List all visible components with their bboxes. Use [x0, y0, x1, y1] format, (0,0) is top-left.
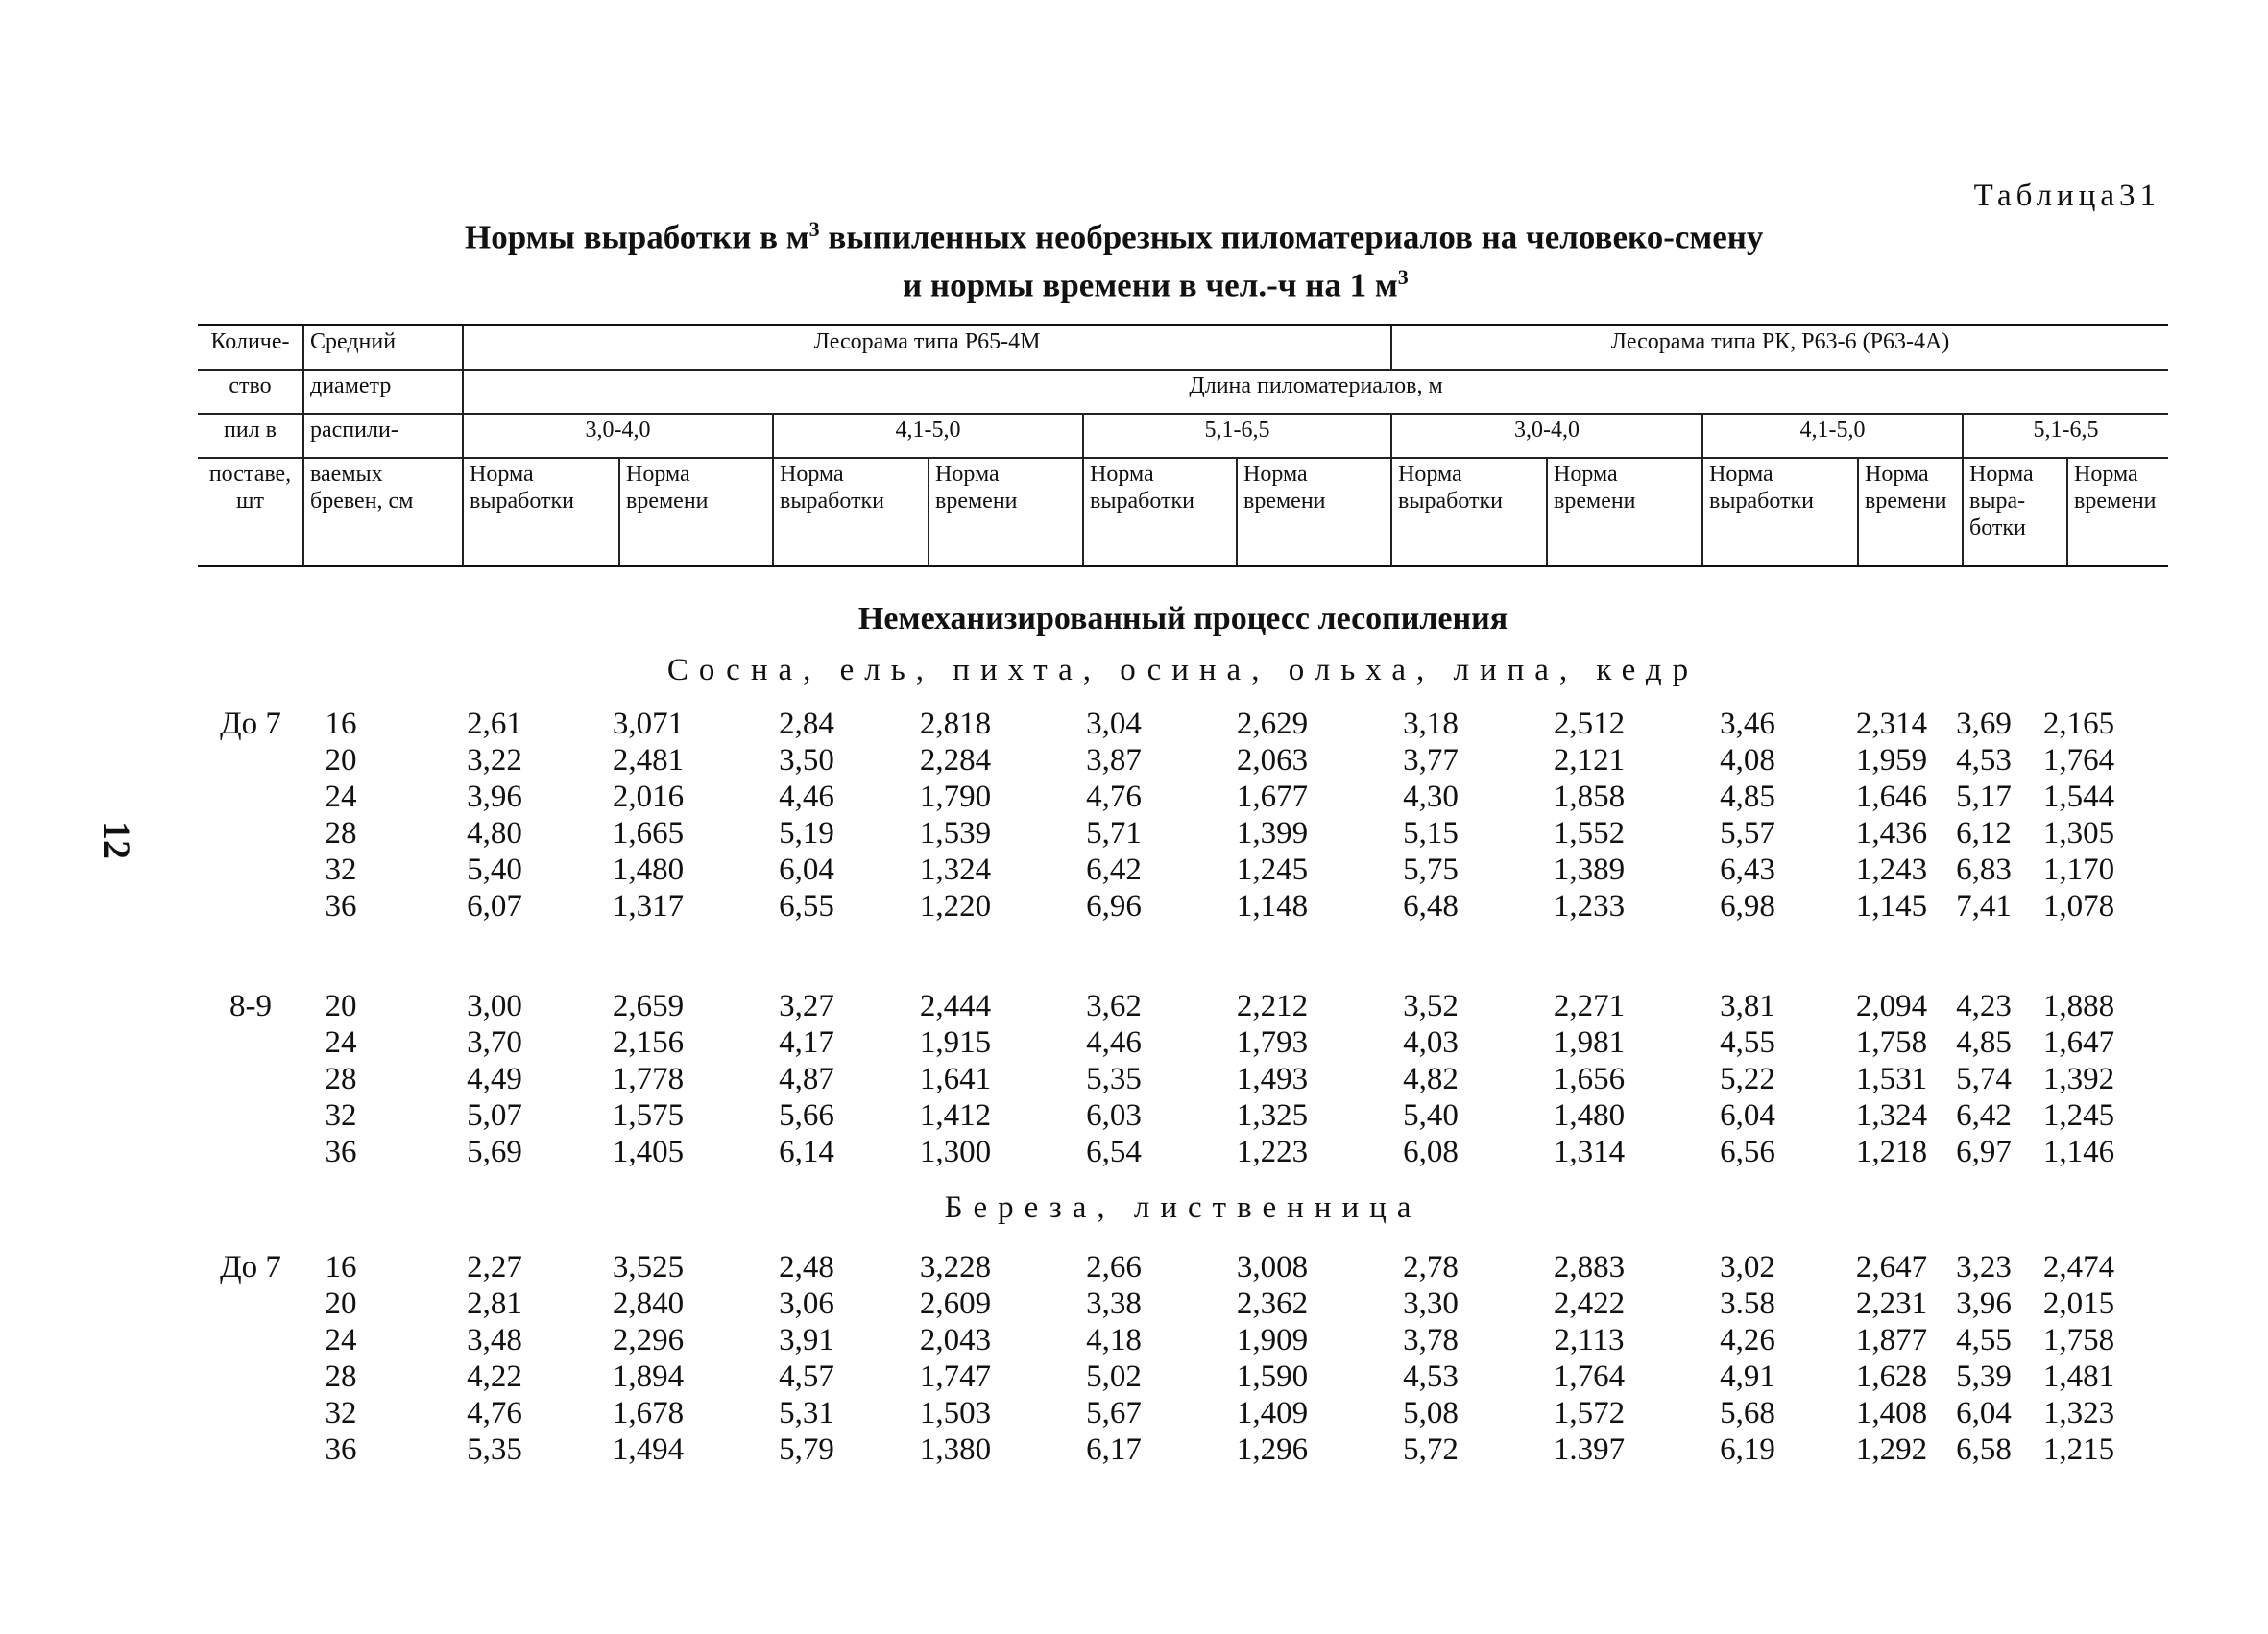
- value-cell: 3,52: [1403, 989, 1459, 1023]
- value-cell: 1,145: [1855, 889, 1928, 924]
- value-cell: 1,572: [1553, 1396, 1626, 1430]
- value-cell: 1,790: [919, 780, 992, 814]
- value-cell: 5,19: [779, 816, 834, 851]
- data-group-2: [198, 989, 2168, 1171]
- value-cell: 1,245: [1236, 853, 1309, 887]
- value-cell: 6,19: [1720, 1432, 1775, 1467]
- value-cell: 1,677: [1236, 780, 1309, 814]
- value-cell: 4,46: [1086, 1025, 1142, 1060]
- value-cell: 1,480: [612, 853, 685, 887]
- header-col2-line3: распили-: [303, 414, 463, 458]
- table-row: [198, 707, 2168, 743]
- value-cell: 1,481: [2042, 1359, 2115, 1394]
- value-cell: 1,894: [612, 1359, 685, 1394]
- value-cell: 2,818: [919, 707, 992, 741]
- value-cell: 1,325: [1236, 1098, 1309, 1133]
- header-range: 5,1-6,5: [1963, 414, 2168, 458]
- value-cell: 4,85: [1956, 1025, 2012, 1060]
- value-cell: 3.58: [1720, 1286, 1775, 1321]
- value-cell: 2,512: [1553, 707, 1626, 741]
- table-row: [198, 1135, 2168, 1171]
- diameter-cell: 28: [325, 1359, 357, 1394]
- header-range: 3,0-4,0: [463, 414, 773, 458]
- value-cell: 3,02: [1720, 1250, 1775, 1285]
- value-cell: 4,55: [1720, 1025, 1775, 1060]
- header-saw-type-2: Лесорама типа РК, Р63-6 (Р63-4А): [1391, 325, 2168, 371]
- table-row: [198, 816, 2168, 853]
- page-number: 12: [95, 821, 138, 859]
- value-cell: 3,22: [467, 743, 522, 778]
- value-cell: 1,408: [1855, 1396, 1928, 1430]
- value-cell: 4,82: [1403, 1062, 1459, 1096]
- diameter-cell: 28: [325, 1062, 357, 1096]
- value-cell: 4,23: [1956, 989, 2012, 1023]
- value-cell: 1.397: [1553, 1432, 1626, 1467]
- value-cell: 3,77: [1403, 743, 1459, 778]
- value-cell: 4,76: [467, 1396, 522, 1430]
- value-cell: 1,148: [1236, 889, 1309, 924]
- value-cell: 1,296: [1236, 1432, 1309, 1467]
- diameter-cell: 28: [325, 816, 357, 851]
- value-cell: 1,223: [1236, 1135, 1309, 1169]
- header-col2-line1: Средний: [303, 325, 463, 371]
- header-col1-line4: поставе, шт: [198, 458, 303, 565]
- header-range: 5,1-6,5: [1083, 414, 1391, 458]
- value-cell: 2,296: [612, 1323, 685, 1358]
- table-row: [198, 1323, 2168, 1359]
- header-col2-line2: диаметр: [303, 370, 463, 414]
- value-cell: 5,66: [779, 1098, 834, 1133]
- value-cell: 3,071: [612, 707, 685, 741]
- header-norm: Норма выра-ботки: [1963, 458, 2067, 565]
- value-cell: 5,40: [467, 853, 522, 887]
- value-cell: 2,314: [1855, 707, 1928, 741]
- section-title: Немеханизированный процесс лесопиления: [857, 601, 1508, 637]
- value-cell: 1,858: [1553, 780, 1626, 814]
- value-cell: 6,54: [1086, 1135, 1142, 1169]
- header-norm: Норма выработки: [1083, 458, 1237, 565]
- value-cell: 4,30: [1403, 780, 1459, 814]
- header-col1-line2: ство: [198, 370, 303, 414]
- header-length: Длина пиломатериалов, м: [463, 370, 2168, 414]
- title-line1-text: Нормы выработки в м: [465, 218, 809, 256]
- value-cell: 3,008: [1236, 1250, 1309, 1285]
- value-cell: 1,215: [2042, 1432, 2115, 1467]
- value-cell: 2,84: [779, 707, 834, 741]
- value-cell: 5,79: [779, 1432, 834, 1467]
- value-cell: 5,39: [1956, 1359, 2012, 1394]
- diameter-cell: 24: [325, 780, 357, 814]
- value-cell: 3,78: [1403, 1323, 1459, 1358]
- value-cell: 5,17: [1956, 780, 2012, 814]
- diameter-cell: 20: [325, 989, 357, 1023]
- value-cell: 2,016: [612, 780, 685, 814]
- value-cell: 3,00: [467, 989, 522, 1023]
- value-cell: 2,156: [612, 1025, 685, 1060]
- header-norm: Норма времени: [1237, 458, 1391, 565]
- value-cell: 1,747: [919, 1359, 992, 1394]
- value-cell: 2,609: [919, 1286, 992, 1321]
- value-cell: 1,647: [2042, 1025, 2115, 1060]
- diameter-cell: 36: [325, 889, 357, 924]
- value-cell: 5,68: [1720, 1396, 1775, 1430]
- value-cell: 4,49: [467, 1062, 522, 1096]
- value-cell: 3,87: [1086, 743, 1142, 778]
- value-cell: 1,405: [612, 1135, 685, 1169]
- value-cell: 1,494: [612, 1432, 685, 1467]
- value-cell: 2,121: [1553, 743, 1626, 778]
- value-cell: 6,97: [1956, 1135, 2012, 1169]
- value-cell: 2,66: [1086, 1250, 1142, 1285]
- value-cell: 1,915: [919, 1025, 992, 1060]
- table-title-line2: [903, 265, 2268, 305]
- header-norm: Норма выработки: [1702, 458, 1858, 565]
- header-range: 4,1-5,0: [773, 414, 1083, 458]
- value-cell: 2,840: [612, 1286, 685, 1321]
- table-row: [198, 1286, 2168, 1323]
- table-row: [198, 1098, 2168, 1135]
- value-cell: 1,493: [1236, 1062, 1309, 1096]
- value-cell: 1,758: [2042, 1323, 2115, 1358]
- value-cell: 3,38: [1086, 1286, 1142, 1321]
- value-cell: 1,590: [1236, 1359, 1309, 1394]
- value-cell: 1,480: [1553, 1098, 1626, 1133]
- group-label: 8-9: [229, 989, 272, 1023]
- value-cell: 1,646: [1855, 780, 1928, 814]
- value-cell: 1,392: [2042, 1062, 2115, 1096]
- value-cell: 4,22: [467, 1359, 522, 1394]
- title-line1-sup: 3: [808, 217, 820, 241]
- value-cell: 3,18: [1403, 707, 1459, 741]
- value-cell: 5,72: [1403, 1432, 1459, 1467]
- value-cell: 4,76: [1086, 780, 1142, 814]
- title-line2-text: и нормы времени в чел.-ч на 1 м: [903, 266, 1398, 304]
- value-cell: 1,665: [612, 816, 685, 851]
- value-cell: 1,292: [1855, 1432, 1928, 1467]
- value-cell: 3,70: [467, 1025, 522, 1060]
- value-cell: 2,61: [467, 707, 522, 741]
- table-row: [198, 1062, 2168, 1098]
- value-cell: 1,539: [919, 816, 992, 851]
- value-cell: 5,71: [1086, 816, 1142, 851]
- header-norm: Норма времени: [929, 458, 1083, 565]
- value-cell: 2,165: [2042, 707, 2115, 741]
- value-cell: 2,043: [919, 1323, 992, 1358]
- value-cell: 2,063: [1236, 743, 1309, 778]
- value-cell: 3,46: [1720, 707, 1775, 741]
- value-cell: 3,27: [779, 989, 834, 1023]
- table-row: [198, 1359, 2168, 1396]
- value-cell: 1,324: [919, 853, 992, 887]
- value-cell: 1,233: [1553, 889, 1626, 924]
- value-cell: 2,81: [467, 1286, 522, 1321]
- value-cell: 3,525: [612, 1250, 685, 1285]
- value-cell: 3,96: [467, 780, 522, 814]
- diameter-cell: 32: [325, 1098, 357, 1133]
- table-row: [198, 889, 2168, 925]
- value-cell: 2,78: [1403, 1250, 1459, 1285]
- species-heading-2: Береза, лиственница: [944, 1190, 1422, 1225]
- value-cell: 5,74: [1956, 1062, 2012, 1096]
- value-cell: 5,35: [467, 1432, 522, 1467]
- diameter-cell: 16: [325, 1250, 357, 1285]
- value-cell: 3,228: [919, 1250, 992, 1285]
- value-cell: 2,48: [779, 1250, 834, 1285]
- value-cell: 1,399: [1236, 816, 1309, 851]
- value-cell: 4,53: [1956, 743, 2012, 778]
- value-cell: 3,48: [467, 1323, 522, 1358]
- value-cell: 5,57: [1720, 816, 1775, 851]
- table-row: [198, 1396, 2168, 1432]
- diameter-cell: 36: [325, 1135, 357, 1169]
- table-row: [198, 1432, 2168, 1469]
- value-cell: 1,959: [1855, 743, 1928, 778]
- value-cell: 2,883: [1553, 1250, 1626, 1285]
- table-header: [198, 324, 2168, 567]
- value-cell: 4,57: [779, 1359, 834, 1394]
- header-norm: Норма времени: [1858, 458, 1963, 565]
- header-norm: Норма времени: [2067, 458, 2168, 565]
- value-cell: 4,53: [1403, 1359, 1459, 1394]
- value-cell: 4,46: [779, 780, 834, 814]
- value-cell: 7,41: [1956, 889, 2012, 924]
- value-cell: 1,503: [919, 1396, 992, 1430]
- header-saw-type-1: Лесорама типа Р65-4М: [463, 325, 1391, 371]
- value-cell: 5,22: [1720, 1062, 1775, 1096]
- value-cell: 3,23: [1956, 1250, 2012, 1285]
- table-label: Таблица31: [1973, 179, 2160, 213]
- value-cell: 6,14: [779, 1135, 834, 1169]
- diameter-cell: 24: [325, 1323, 357, 1358]
- value-cell: 6,96: [1086, 889, 1142, 924]
- table-row: [198, 853, 2168, 889]
- value-cell: 1,323: [2042, 1396, 2115, 1430]
- value-cell: 2,094: [1855, 989, 1928, 1023]
- value-cell: 4,18: [1086, 1323, 1142, 1358]
- value-cell: 1,531: [1855, 1062, 1928, 1096]
- value-cell: 1,909: [1236, 1323, 1309, 1358]
- value-cell: 1,436: [1855, 816, 1928, 851]
- value-cell: 1,656: [1553, 1062, 1626, 1096]
- diameter-cell: 32: [325, 1396, 357, 1430]
- data-group-1: [198, 707, 2168, 925]
- value-cell: 1,758: [1855, 1025, 1928, 1060]
- header-range: 4,1-5,0: [1702, 414, 1963, 458]
- value-cell: 6,58: [1956, 1432, 2012, 1467]
- value-cell: 6,17: [1086, 1432, 1142, 1467]
- value-cell: 1,412: [919, 1098, 992, 1133]
- value-cell: 1,220: [919, 889, 992, 924]
- value-cell: 6,56: [1720, 1135, 1775, 1169]
- value-cell: 1,552: [1553, 816, 1626, 851]
- value-cell: 4,80: [467, 816, 522, 851]
- value-cell: 4,85: [1720, 780, 1775, 814]
- value-cell: 2,647: [1855, 1250, 1928, 1285]
- value-cell: 1,170: [2042, 853, 2115, 887]
- value-cell: 6,04: [779, 853, 834, 887]
- value-cell: 1,146: [2042, 1135, 2115, 1169]
- value-cell: 4,03: [1403, 1025, 1459, 1060]
- value-cell: 2,422: [1553, 1286, 1626, 1321]
- value-cell: 1,981: [1553, 1025, 1626, 1060]
- value-cell: 6,03: [1086, 1098, 1142, 1133]
- value-cell: 3,04: [1086, 707, 1142, 741]
- table-row: [198, 743, 2168, 780]
- value-cell: 3,30: [1403, 1286, 1459, 1321]
- table-row: [198, 1250, 2168, 1286]
- value-cell: 5,31: [779, 1396, 834, 1430]
- value-cell: 3,06: [779, 1286, 834, 1321]
- value-cell: 1,078: [2042, 889, 2115, 924]
- value-cell: 5,35: [1086, 1062, 1142, 1096]
- value-cell: 4,87: [779, 1062, 834, 1096]
- diameter-cell: 20: [325, 1286, 357, 1321]
- value-cell: 6,48: [1403, 889, 1459, 924]
- value-cell: 5,75: [1403, 853, 1459, 887]
- diameter-cell: 36: [325, 1432, 357, 1467]
- value-cell: 3,96: [1956, 1286, 2012, 1321]
- value-cell: 1,575: [612, 1098, 685, 1133]
- value-cell: 1,544: [2042, 780, 2115, 814]
- value-cell: 5,69: [467, 1135, 522, 1169]
- value-cell: 1,243: [1855, 853, 1928, 887]
- value-cell: 2,231: [1855, 1286, 1928, 1321]
- value-cell: 1,218: [1855, 1135, 1928, 1169]
- value-cell: 2,659: [612, 989, 685, 1023]
- header-norm: Норма выработки: [1391, 458, 1547, 565]
- value-cell: 5,15: [1403, 816, 1459, 851]
- table-row: [198, 780, 2168, 816]
- value-cell: 1,888: [2042, 989, 2115, 1023]
- table-title-line1: [465, 217, 2268, 257]
- value-cell: 1,628: [1855, 1359, 1928, 1394]
- value-cell: 3,69: [1956, 707, 2012, 741]
- header-col1-line3: пил в: [198, 414, 303, 458]
- value-cell: 5,08: [1403, 1396, 1459, 1430]
- value-cell: 1,245: [2042, 1098, 2115, 1133]
- value-cell: 2,113: [1554, 1323, 1625, 1358]
- value-cell: 2,474: [2042, 1250, 2115, 1285]
- table-row: [198, 1025, 2168, 1062]
- value-cell: 6,43: [1720, 853, 1775, 887]
- value-cell: 2,015: [2042, 1286, 2115, 1321]
- value-cell: 6,83: [1956, 853, 2012, 887]
- value-cell: 6,55: [779, 889, 834, 924]
- value-cell: 1,317: [612, 889, 685, 924]
- diameter-cell: 20: [325, 743, 357, 778]
- title-line2-sup: 3: [1397, 265, 1409, 289]
- value-cell: 2,212: [1236, 989, 1309, 1023]
- group-label: До 7: [220, 707, 281, 741]
- value-cell: 1,314: [1553, 1135, 1626, 1169]
- value-cell: 1,641: [919, 1062, 992, 1096]
- data-group-3: [198, 1250, 2168, 1469]
- value-cell: 4,26: [1720, 1323, 1775, 1358]
- value-cell: 2,284: [919, 743, 992, 778]
- header-col2-line4: ваемых бревен, см: [303, 458, 463, 565]
- value-cell: 2,481: [612, 743, 685, 778]
- value-cell: 6,42: [1956, 1098, 2012, 1133]
- value-cell: 1,764: [1553, 1359, 1626, 1394]
- value-cell: 6,04: [1956, 1396, 2012, 1430]
- value-cell: 4,55: [1956, 1323, 2012, 1358]
- value-cell: 3,81: [1720, 989, 1775, 1023]
- value-cell: 1,764: [2042, 743, 2115, 778]
- value-cell: 1,778: [612, 1062, 685, 1096]
- group-label: До 7: [220, 1250, 281, 1285]
- value-cell: 4,17: [779, 1025, 834, 1060]
- header-norm: Норма времени: [619, 458, 773, 565]
- value-cell: 2,629: [1236, 707, 1309, 741]
- table-row: [198, 989, 2168, 1025]
- value-cell: 4,91: [1720, 1359, 1775, 1394]
- value-cell: 1,380: [919, 1432, 992, 1467]
- value-cell: 3,91: [779, 1323, 834, 1358]
- value-cell: 5,67: [1086, 1396, 1142, 1430]
- value-cell: 6,42: [1086, 853, 1142, 887]
- header-norm: Норма времени: [1547, 458, 1702, 565]
- value-cell: 2,362: [1236, 1286, 1309, 1321]
- value-cell: 5,07: [467, 1098, 522, 1133]
- species-heading-1: Сосна, ель, пихта, осина, ольха, липа, кедр: [666, 653, 1700, 687]
- value-cell: 2,271: [1553, 989, 1626, 1023]
- value-cell: 6,04: [1720, 1098, 1775, 1133]
- value-cell: 1,678: [612, 1396, 685, 1430]
- value-cell: 1,793: [1236, 1025, 1309, 1060]
- value-cell: 1,409: [1236, 1396, 1309, 1430]
- title-line1-rest: выпиленных необрезных пиломатериалов на человеко-смену: [819, 218, 1764, 256]
- value-cell: 3,62: [1086, 989, 1142, 1023]
- value-cell: 2,444: [919, 989, 992, 1023]
- value-cell: 1,389: [1553, 853, 1626, 887]
- value-cell: 1,324: [1855, 1098, 1928, 1133]
- value-cell: 6,98: [1720, 889, 1775, 924]
- value-cell: 5,40: [1403, 1098, 1459, 1133]
- value-cell: 3,50: [779, 743, 834, 778]
- header-col1-line1: Количе-: [198, 325, 303, 371]
- value-cell: 6,08: [1403, 1135, 1459, 1169]
- header-norm: Норма выработки: [773, 458, 929, 565]
- header-range: 3,0-4,0: [1391, 414, 1702, 458]
- value-cell: 5,02: [1086, 1359, 1142, 1394]
- header-norm: Норма выработки: [463, 458, 619, 565]
- diameter-cell: 32: [325, 853, 357, 887]
- value-cell: 4,08: [1720, 743, 1775, 778]
- value-cell: 2,27: [467, 1250, 522, 1285]
- value-cell: 6,07: [467, 889, 522, 924]
- diameter-cell: 24: [325, 1025, 357, 1060]
- value-cell: 1,305: [2042, 816, 2115, 851]
- value-cell: 1,877: [1855, 1323, 1928, 1358]
- value-cell: 1,300: [919, 1135, 992, 1169]
- value-cell: 6,12: [1956, 816, 2012, 851]
- diameter-cell: 16: [325, 707, 357, 741]
